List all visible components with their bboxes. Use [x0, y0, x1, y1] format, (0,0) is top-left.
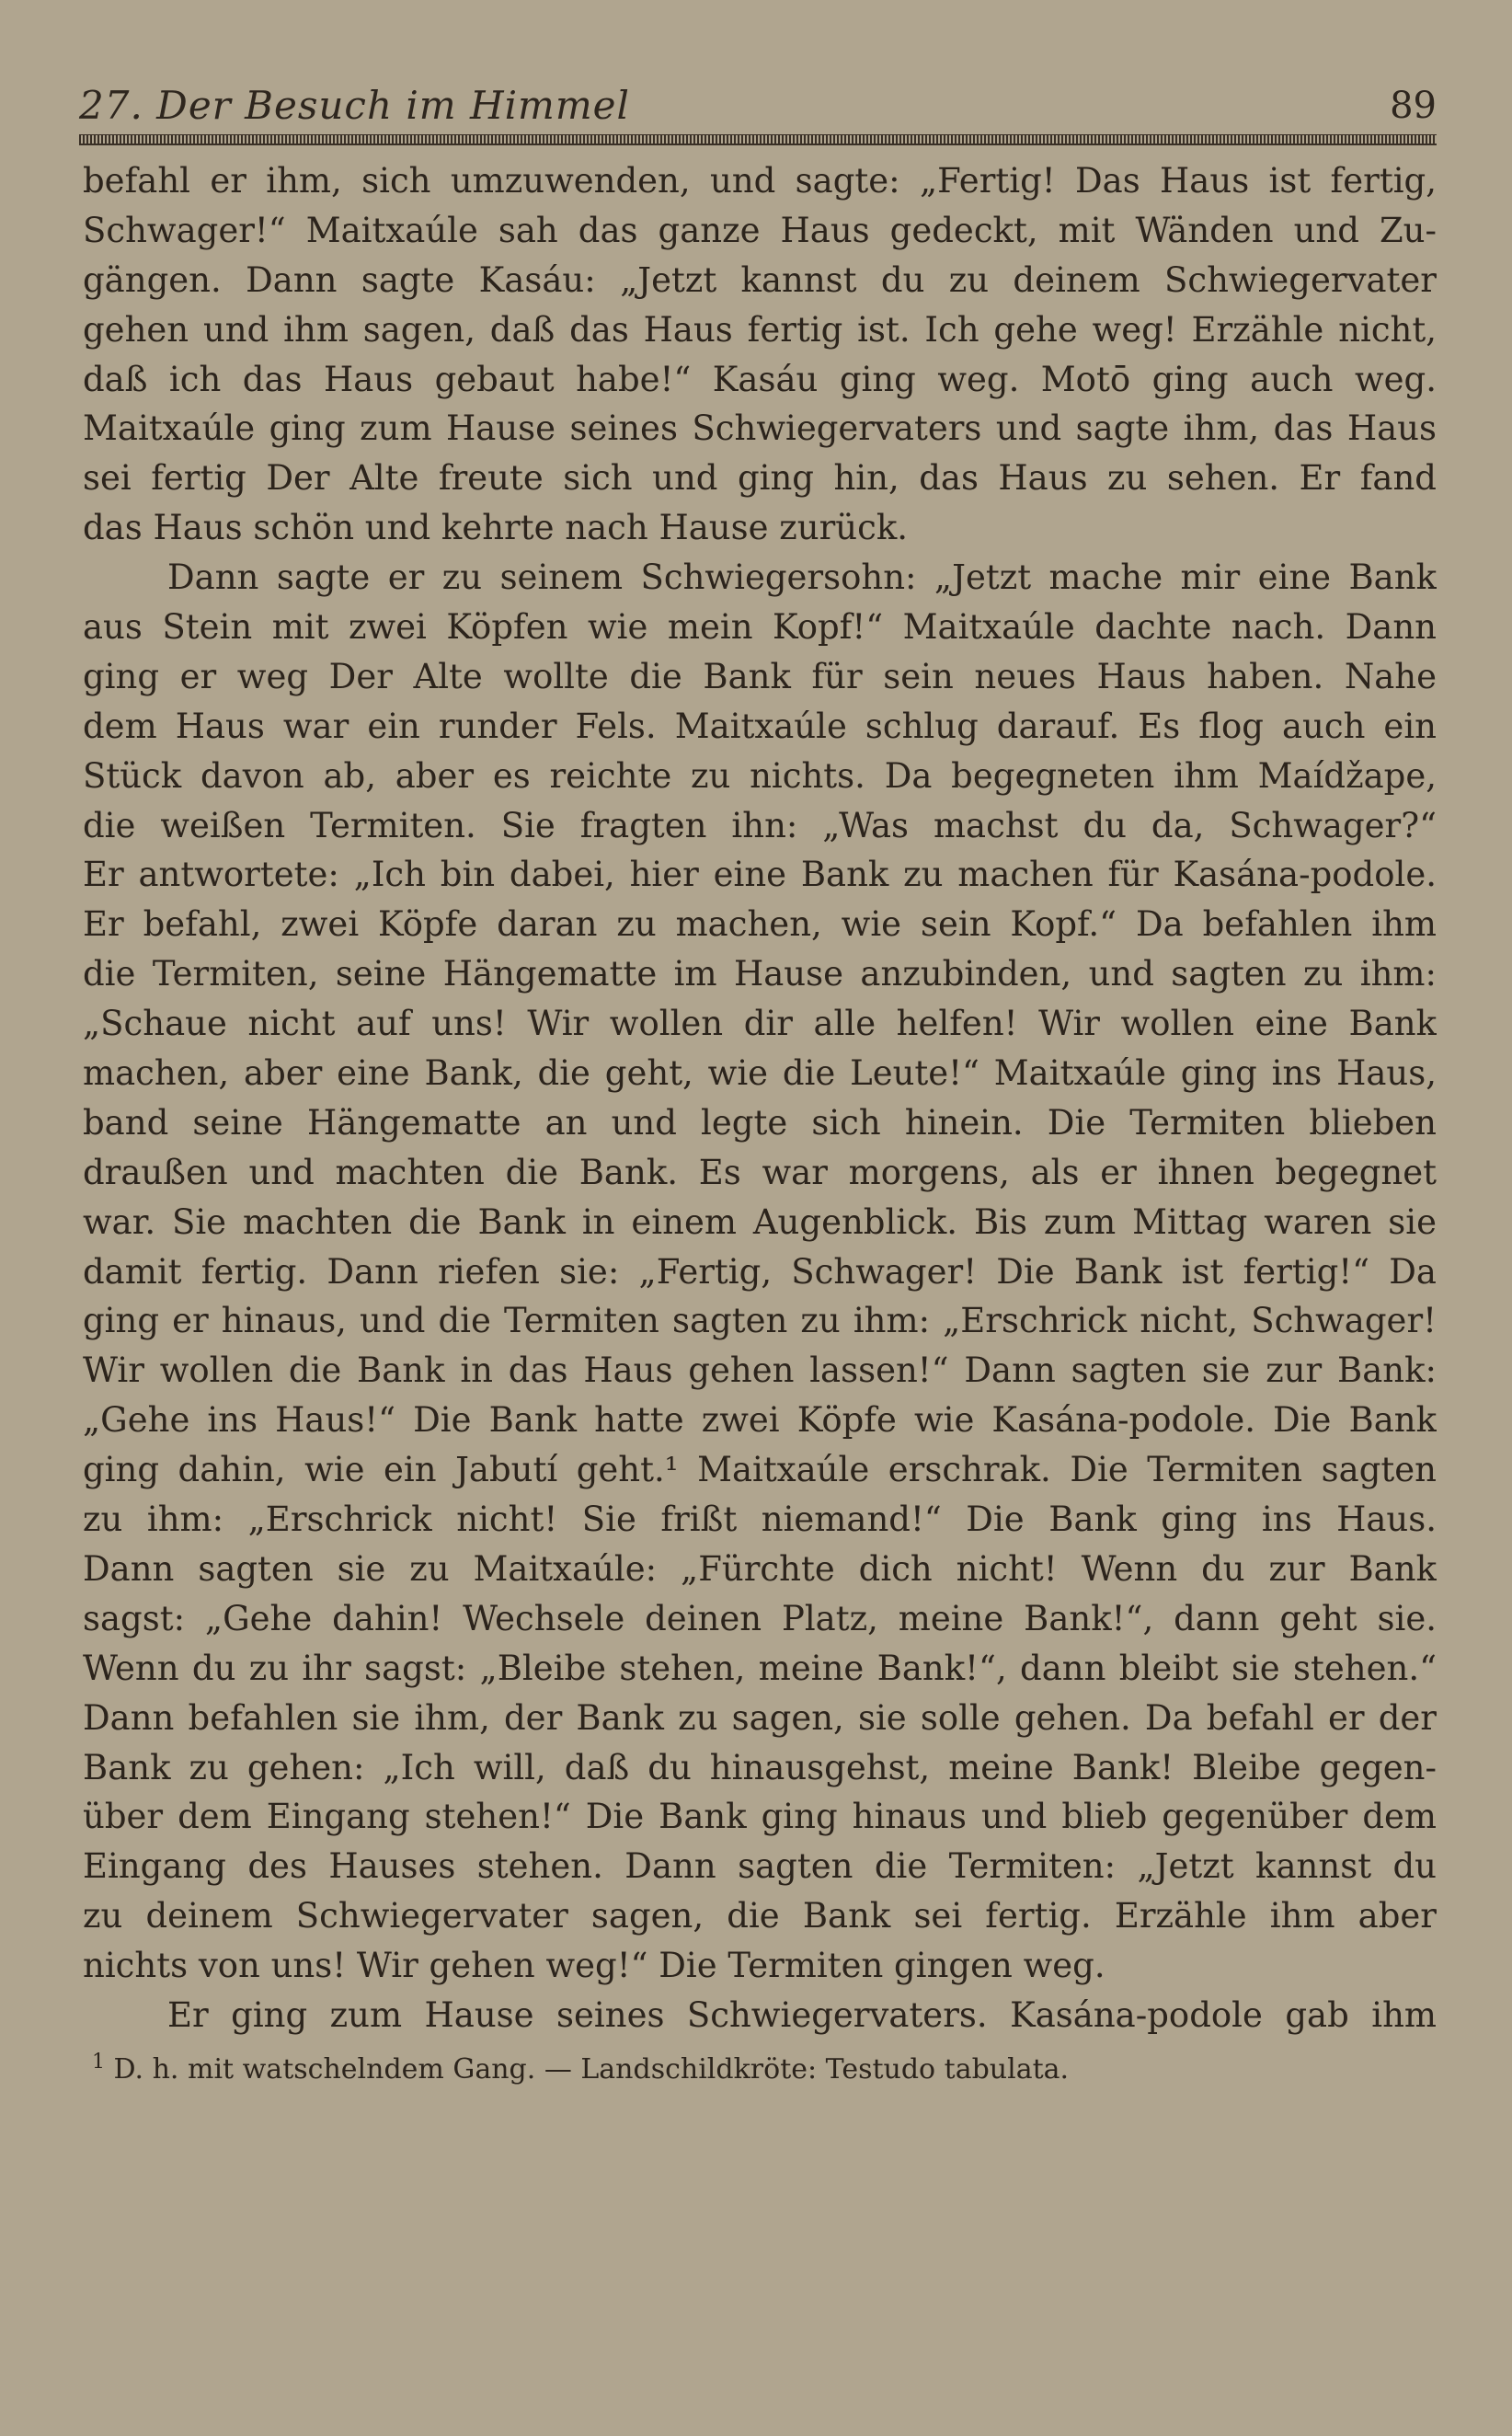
text-line: „Gehe ins Haus!“ Die Bank hatte zwei Köpfe wie Kasána-podole. Die Bank [83, 1400, 1437, 1441]
text-line: Wir wollen die Bank in das Haus gehen lassen!“ Dann sagten sie zur Bank: [83, 1350, 1437, 1391]
footnote-area [92, 2048, 1435, 2092]
text-line: Er antwortete: „Ich bin dabei, hier eine Bank zu machen für Kasána-podole. [83, 855, 1437, 895]
text-line: damit fertig. Dann riefen sie: „Fertig, Schwager! Die Bank ist fertig!“ Da [83, 1251, 1437, 1292]
footnote-text: D. h. mit watschelndem Gang. — Landschildkröte: Testudo tabulata. [113, 2053, 1070, 2086]
text-line: Stück davon ab, aber es reichte zu nichts. Da begegneten ihm Maídžape, [83, 755, 1437, 796]
text-line: daß ich das Haus gebaut habe!“ Kasáu ging weg. Motō ging auch weg. [83, 359, 1437, 399]
text-line: „Schaue nicht auf uns! Wir wollen dir alle helfen! Wir wollen eine Bank [83, 1004, 1437, 1044]
text-line: draußen und machten die Bank. Es war morgens, als er ihnen begegnet [83, 1152, 1437, 1192]
text-line: gehen und ihm sagen, daß das Haus fertig ist. Ich gehe weg! Erzähle nicht, [83, 309, 1437, 350]
text-line: Eingang des Hauses stehen. Dann sagten die Termiten: „Jetzt kannst du [83, 1846, 1437, 1887]
text-line: ging er weg Der Alte wollte die Bank für sein neues Haus haben. Nahe [83, 656, 1437, 696]
footnote-marker: 1 [92, 2051, 105, 2074]
text-line: Maitxaúle ging zum Hause seines Schwiegervaters und sagte ihm, das Haus [83, 408, 1437, 449]
text-line: Er befahl, zwei Köpfe daran zu machen, wie sein Kopf.“ Da befahlen ihm [83, 904, 1437, 945]
text-line: die weißen Termiten. Sie fragten ihn: „Was machst du da, Schwager?“ [83, 805, 1437, 845]
text-line: war. Sie machten die Bank in einem Augenblick. Bis zum Mittag waren sie [83, 1201, 1437, 1242]
page-header [79, 83, 1437, 134]
body-text [83, 156, 1437, 2040]
text-line: Wenn du zu ihr sagst: „Bleibe stehen, meine Bank!“, dann bleibt sie stehen.“ [83, 1648, 1437, 1688]
text-line: über dem Eingang stehen!“ Die Bank ging hinaus und blieb gegenüber dem [83, 1797, 1437, 1837]
text-line: Schwager!“ Maitxaúle sah das ganze Haus gedeckt, mit Wänden und Zu- [83, 210, 1437, 250]
text-line: befahl er ihm, sich umzuwenden, und sagte: „Fertig! Das Haus ist fertig, [83, 161, 1437, 201]
text-line: dem Haus war ein runder Fels. Maitxaúle schlug darauf. Es flog auch ein [83, 706, 1437, 746]
text-line: Dann befahlen sie ihm, der Bank zu sagen, sie solle gehen. Da befahl er der [83, 1697, 1437, 1738]
text-line: band seine Hängematte an und legte sich hinein. Die Termiten blieben [83, 1102, 1437, 1143]
footnote [92, 2048, 1435, 2092]
text-line: Bank zu gehen: „Ich will, daß du hinausgehst, meine Bank! Bleibe gegen- [83, 1747, 1437, 1787]
text-line: Dann sagten sie zu Maitxaúle: „Fürchte dich nicht! Wenn du zur Bank [83, 1548, 1437, 1589]
text-line: ging dahin, wie ein Jabutí geht.¹ Maitxaúle erschrak. Die Termiten sagten [83, 1450, 1437, 1490]
text-line: zu deinem Schwiegervater sagen, die Bank sei fertig. Erzähle ihm aber [83, 1896, 1437, 1936]
text-line: Er ging zum Hause seines Schwiegervaters. Kasána-podole gab ihm [167, 1994, 1437, 2035]
text-line: nichts von uns! Wir gehen weg!“ Die Termiten gingen weg. [83, 1946, 1105, 1986]
text-line: Dann sagte er zu seinem Schwiegersohn: „Jetzt mache mir eine Bank [167, 557, 1437, 598]
page-number: 89 [1390, 85, 1437, 127]
header-rule [79, 134, 1437, 145]
text-line: gängen. Dann sagte Kasáu: „Jetzt kannst du zu deinem Schwiegervater [83, 259, 1437, 300]
text-line: zu ihm: „Erschrick nicht! Sie frißt niemand!“ Die Bank ging ins Haus. [83, 1500, 1437, 1540]
text-line: sagst: „Gehe dahin! Wechsele deinen Platz, meine Bank!“, dann geht sie. [83, 1598, 1437, 1638]
text-line: machen, aber eine Bank, die geht, wie die Leute!“ Maitxaúle ging ins Haus, [83, 1053, 1437, 1094]
text-line: ging er hinaus, und die Termiten sagten zu ihm: „Erschrick nicht, Schwager! [83, 1301, 1437, 1341]
text-line: die Termiten, seine Hängematte im Hause anzubinden, und sagten zu ihm: [83, 954, 1437, 994]
running-head: 27. Der Besuch im Himmel [79, 83, 630, 128]
text-line: sei fertig Der Alte freute sich und ging hin, das Haus zu sehen. Er fand [83, 458, 1437, 499]
text-line: das Haus schön und kehrte nach Hause zurück. [83, 508, 909, 548]
text-line: aus Stein mit zwei Köpfen wie mein Kopf!“ Maitxaúle dachte nach. Dann [83, 607, 1437, 648]
